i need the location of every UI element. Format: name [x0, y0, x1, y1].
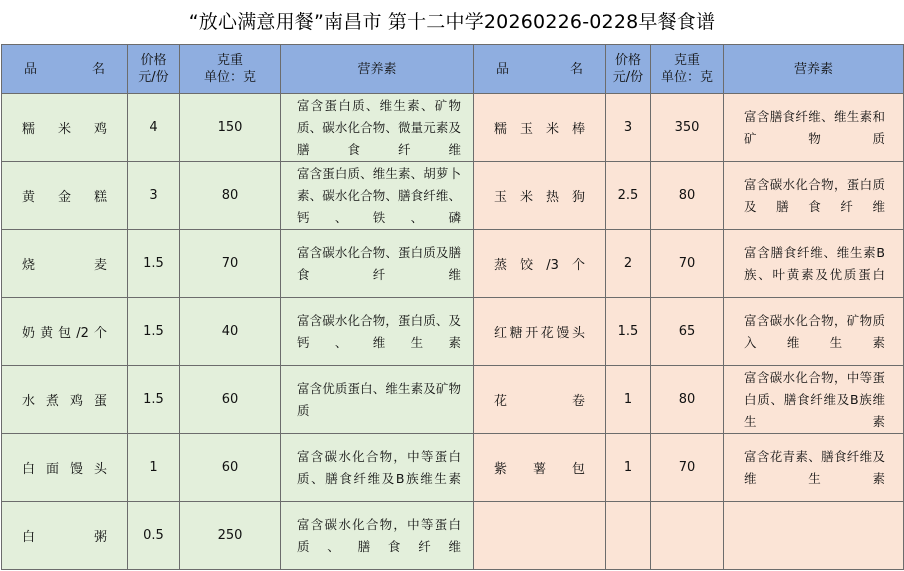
- left-item-name: 白面馒头: [2, 434, 128, 502]
- header-weight-right: [651, 45, 724, 94]
- header-nutrition-left: 营养素: [281, 45, 474, 94]
- left-item-nutrition: 富含碳水化合物，蛋白质、及钙、维生素: [281, 298, 474, 366]
- header-weight-line1: 克重: [673, 53, 700, 68]
- left-item-nutrition: 富含蛋白质、维生素、胡萝卜素、碳水化合物、膳食纤维、钙、铁、磷: [281, 162, 474, 230]
- left-item-name: 烧麦: [2, 230, 128, 298]
- header-weight-line2: 单位：克: [203, 70, 256, 85]
- right-item-price: 1: [606, 366, 651, 434]
- right-item-name: 紫薯包: [474, 434, 606, 502]
- header-weight-line1: 克重: [216, 53, 243, 68]
- left-item-weight: 150: [180, 94, 281, 162]
- table-row: [2, 366, 904, 434]
- right-item-weight: [651, 502, 724, 570]
- right-item-name: 玉米热狗: [474, 162, 606, 230]
- left-item-weight: 40: [180, 298, 281, 366]
- menu-table: [1, 44, 904, 570]
- right-item-weight: 70: [651, 434, 724, 502]
- right-item-weight: 65: [651, 298, 724, 366]
- right-item-name: 红糖开花馒头: [474, 298, 606, 366]
- right-item-nutrition: [724, 502, 904, 570]
- left-item-name: 白粥: [2, 502, 128, 570]
- left-item-price: 1.5: [128, 298, 180, 366]
- header-name-left: 品 名: [2, 45, 128, 94]
- table-row: [2, 162, 904, 230]
- right-item-weight: 80: [651, 162, 724, 230]
- left-item-weight: 60: [180, 434, 281, 502]
- left-item-price: 3: [128, 162, 180, 230]
- left-item-name: 黄金糕: [2, 162, 128, 230]
- left-item-nutrition: 富含碳水化合物、蛋白质及膳食纤维: [281, 230, 474, 298]
- header-weight-line2: 单位：克: [660, 70, 713, 85]
- left-item-weight: 70: [180, 230, 281, 298]
- table-row: [2, 298, 904, 366]
- left-item-weight: 80: [180, 162, 281, 230]
- header-price-left: [128, 45, 180, 94]
- header-price-right: [606, 45, 651, 94]
- right-item-price: 1.5: [606, 298, 651, 366]
- left-item-price: 1.5: [128, 230, 180, 298]
- left-item-weight: 60: [180, 366, 281, 434]
- right-item-price: 2.5: [606, 162, 651, 230]
- right-item-weight: 80: [651, 366, 724, 434]
- left-item-price: 0.5: [128, 502, 180, 570]
- header-price-line1: 价格: [140, 53, 167, 68]
- right-item-weight: 350: [651, 94, 724, 162]
- left-item-price: 1: [128, 434, 180, 502]
- left-item-weight: 250: [180, 502, 281, 570]
- left-item-nutrition: 富含碳水化合物，中等蛋白质、膳食纤维: [281, 502, 474, 570]
- left-item-nutrition: 富含碳水化合物，中等蛋白质、膳食纤维及B族维生素: [281, 434, 474, 502]
- right-item-price: 1: [606, 434, 651, 502]
- right-item-weight: 70: [651, 230, 724, 298]
- left-item-price: 1.5: [128, 366, 180, 434]
- table-row: [2, 502, 904, 570]
- table-row: [2, 434, 904, 502]
- table-row: [2, 94, 904, 162]
- header-price-line2: 元/份: [612, 70, 644, 85]
- right-item-nutrition: 富含碳水化合物，中等蛋白质、膳食纤维及B族维生素: [724, 366, 904, 434]
- header-weight-left: [180, 45, 281, 94]
- left-item-name: 水煮鸡蛋: [2, 366, 128, 434]
- right-item-nutrition: 富含碳水化合物，蛋白质及膳食纤维: [724, 162, 904, 230]
- left-item-nutrition: 富含优质蛋白、维生素及矿物质: [281, 366, 474, 434]
- header-price-line1: 价格: [614, 53, 641, 68]
- right-item-nutrition: 富含花青素、膳食纤维及维生素: [724, 434, 904, 502]
- page-title: “放心满意用餐”南昌市 第十二中学20260226-0228早餐食谱: [188, 11, 716, 33]
- right-item-name: [474, 502, 606, 570]
- left-item-name: 奶黄包/2个: [2, 298, 128, 366]
- header-nutrition-right: 营养素: [724, 45, 904, 94]
- right-item-nutrition: 富含碳水化合物，矿物质入维生素: [724, 298, 904, 366]
- header-price-line2: 元/份: [138, 70, 169, 85]
- right-item-name: 糯玉米棒: [474, 94, 606, 162]
- right-item-price: 3: [606, 94, 651, 162]
- header-name-right: 品 名: [474, 45, 606, 94]
- left-item-name: 糯米鸡: [2, 94, 128, 162]
- table-row: [2, 230, 904, 298]
- right-item-price: 2: [606, 230, 651, 298]
- right-item-nutrition: 富含膳食纤维、维生素B族、叶黄素及优质蛋白: [724, 230, 904, 298]
- right-item-price: [606, 502, 651, 570]
- right-item-name: 花卷: [474, 366, 606, 434]
- left-item-nutrition: 富含蛋白质、维生素、矿物质、碳水化合物、微量元素及膳食纤维: [281, 94, 474, 162]
- left-item-price: 4: [128, 94, 180, 162]
- header-row: [2, 45, 904, 94]
- right-item-name: 蒸饺/3个: [474, 230, 606, 298]
- right-item-nutrition: 富含膳食纤维、维生素和矿物质: [724, 94, 904, 162]
